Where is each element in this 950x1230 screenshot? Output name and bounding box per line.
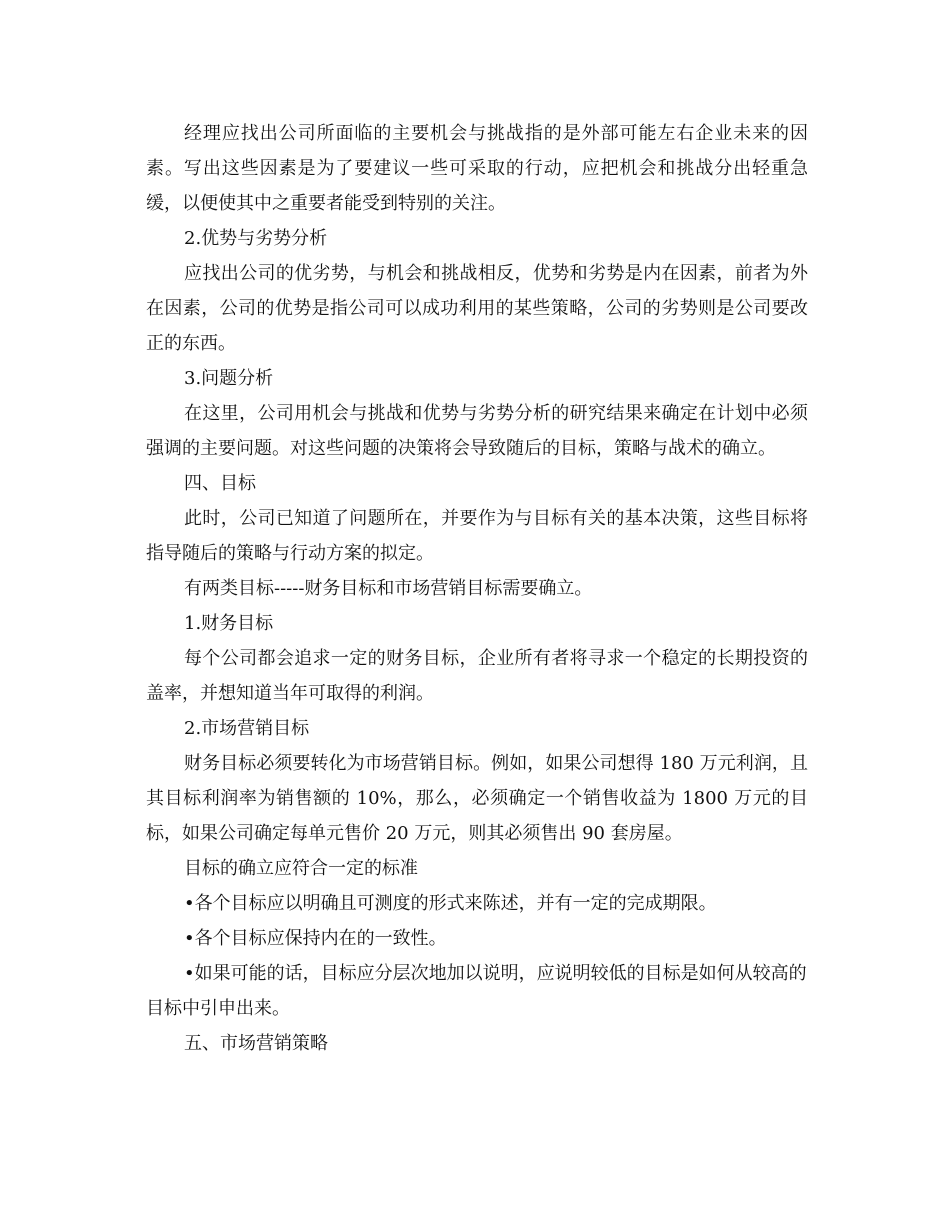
paragraph-problem-analysis: 在这里，公司用机会与挑战和优势与劣势分析的研究结果来确定在计划中必须强调的主要问题。对这些问题的决策将会导致随后的目标，策略与战术的确立。 bbox=[146, 403, 808, 459]
paragraph-swot: 应找出公司的优劣势，与机会和挑战相反，优势和劣势是内在因素，前者为外在因素，公司的优势是指公司可以成功利用的某些策略，公司的劣势则是公司要改正的东西。 bbox=[146, 263, 808, 354]
heading-marketing-objectives: 2.市场营销目标 bbox=[184, 718, 310, 739]
heading-marketing-strategy: 五、市场营销策略 bbox=[184, 1033, 328, 1054]
heading-swot: 2.优势与劣势分析 bbox=[184, 228, 328, 249]
heading-objective-criteria: 目标的确立应符合一定的标准 bbox=[184, 858, 418, 879]
paragraph-opportunities: 经理应找出公司所面临的主要机会与挑战指的是外部可能左右企业未来的因素。写出这些因素是为了要建议一些可采取的行动，应把机会和挑战分出轻重急缓，以便使其中之重要者能受到特别的关注。 bbox=[146, 123, 808, 214]
bullet-hierarchical: •如果可能的话，目标应分层次地加以说明，应说明较低的目标是如何从较高的目标中引申出来。 bbox=[146, 963, 807, 1019]
heading-financial-objectives: 1.财务目标 bbox=[184, 613, 274, 634]
heading-problem-analysis: 3.问题分析 bbox=[184, 368, 274, 389]
bullet-measurable: •各个目标应以明确且可测度的形式来陈述，并有一定的完成期限。 bbox=[184, 893, 717, 914]
bullet-consistent: •各个目标应保持内在的一致性。 bbox=[184, 928, 447, 949]
heading-objectives: 四、目标 bbox=[184, 473, 256, 494]
heading-two-objective-types: 有两类目标-----财务目标和市场营销目标需要确立。 bbox=[184, 578, 593, 599]
paragraph-objectives: 此时，公司已知道了问题所在，并要作为与目标有关的基本决策，这些目标将指导随后的策略与行动方案的拟定。 bbox=[146, 508, 808, 564]
document-page bbox=[146, 116, 808, 1061]
paragraph-marketing-objectives: 财务目标必须要转化为市场营销目标。例如，如果公司想得 180 万元利润，且其目标利润率为销售额的 10%，那么，必须确定一个销售收益为 1800 万元的目标，如果公司确定每单元售价 20 万元，则其必须售出 90 套房屋。 bbox=[146, 753, 808, 844]
paragraph-financial-objectives: 每个公司都会追求一定的财务目标，企业所有者将寻求一个稳定的长期投资的盖率，并想知道当年可取得的利润。 bbox=[146, 648, 808, 704]
